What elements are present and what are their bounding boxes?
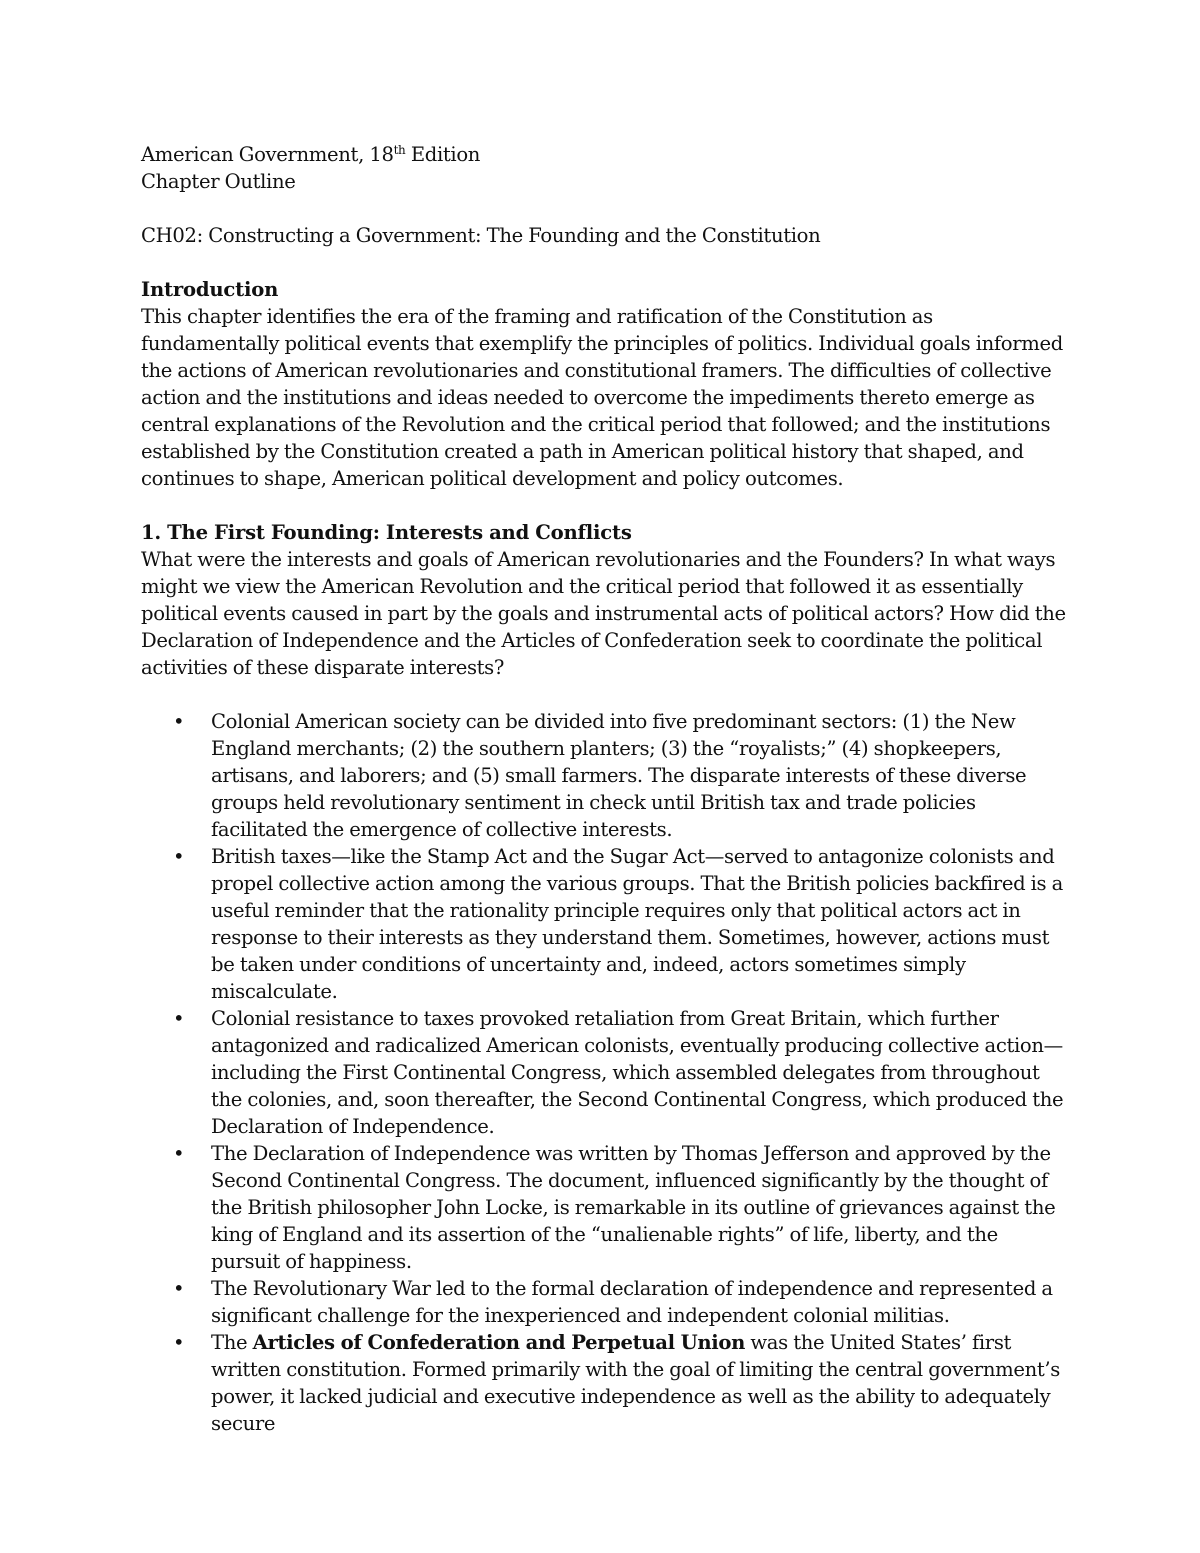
spacer <box>141 681 1066 708</box>
document-page <box>141 141 1066 1437</box>
bullet-icon: • <box>173 1142 185 1165</box>
spacer <box>141 195 1066 222</box>
bullet-text-suffix: was the United States’ first written constitution. Formed primarily with the goal of limiting the central government’s power, it lacked judicial and executive independence as well as the ability to adequately secure <box>211 1331 1060 1435</box>
introduction-paragraph: This chapter identifies the era of the framing and ratification of the Constitution as fundamentally political events that exemplify the principles of politics. Individual goals informed the actions of American revolutionaries and constitutional framers. The difficulties of collective action and the institutions and ideas needed to overcome the impediments thereto emerge as central explanations of the Revolution and the critical period that followed; and the institutions established by the Constitution created a path in American political history that shaped, and continues to shape, American political development and policy outcomes. <box>141 305 1063 490</box>
bullet-icon: • <box>173 1277 185 1300</box>
bullet-text: Colonial resistance to taxes provoked retaliation from Great Britain, which further antagonized and radicalized American colonists, eventually producing collective action—including the First Continental Congress, which assembled delegates from throughout the colonies, and, soon thereafter, the Second Continental Congress, which produced the Declaration of Independence. <box>211 1007 1064 1138</box>
bullet-icon: • <box>173 845 185 868</box>
bullet-text: Colonial American society can be divided into five predominant sectors: (1) the New England merchants; (2) the southern planters; (3) the “royalists;” (4) shopkeepers, artisans, and laborers; and (5) small farmers. The disparate interests of these diverse groups held revolutionary sentiment in check until British tax and trade policies facilitated the emergence of collective interests. <box>211 710 1027 841</box>
book-title <box>141 141 1066 168</box>
bullet-item <box>141 1005 1066 1140</box>
section-1-paragraph: What were the interests and goals of American revolutionaries and the Founders? In what ways might we view the American Revolution and the critical period that followed it as essentially political events caused in part by the goals and instrumental acts of political actors? How did the Declaration of Independence and the Articles of Confederation seek to coordinate the political activities of these disparate interests? <box>141 548 1066 679</box>
bullet-icon: • <box>173 1007 185 1030</box>
bullet-item <box>141 1329 1066 1437</box>
bullet-text: The Declaration of Independence was written by Thomas Jefferson and approved by the Second Continental Congress. The document, influenced significantly by the thought of the British philosopher John Locke, is remarkable in its outline of grievances against the king of England and its assertion of the “unalienable rights” of life, liberty, and the pursuit of happiness. <box>211 1142 1056 1273</box>
bullet-icon: • <box>173 1331 185 1354</box>
chapter-title: CH02: Constructing a Government: The Founding and the Constitution <box>141 224 821 247</box>
spacer <box>141 492 1066 519</box>
bullet-item <box>141 1275 1066 1329</box>
edition-superscript: th <box>393 143 406 157</box>
bullet-item <box>141 1140 1066 1275</box>
bullet-text: British taxes—like the Stamp Act and the Sugar Act—served to antagonize colonists and propel collective action among the various groups. That the British policies backfired is a useful reminder that the rationality principle requires only that political actors act in response to their interests as they understand them. Sometimes, however, actions must be taken under conditions of uncertainty and, indeed, actors sometimes simply miscalculate. <box>211 845 1063 1003</box>
introduction-heading: Introduction <box>141 278 279 301</box>
bullet-item <box>141 843 1066 1005</box>
bullet-item <box>141 708 1066 843</box>
spacer <box>141 249 1066 276</box>
book-title-text: American Government, 18 <box>141 143 394 166</box>
bullet-icon: • <box>173 710 185 733</box>
document-subtitle: Chapter Outline <box>141 170 296 193</box>
section-1-bullet-list <box>141 708 1066 1437</box>
bullet-text: The Revolutionary War led to the formal declaration of independence and represented a significant challenge for the inexperienced and independent colonial militias. <box>211 1277 1053 1327</box>
edition-text: Edition <box>405 143 481 166</box>
articles-of-confederation-term: Articles of Confederation and Perpetual Union <box>252 1331 745 1354</box>
section-1-heading: 1. The First Founding: Interests and Conflicts <box>141 521 632 544</box>
bullet-text-prefix: The <box>211 1331 253 1354</box>
